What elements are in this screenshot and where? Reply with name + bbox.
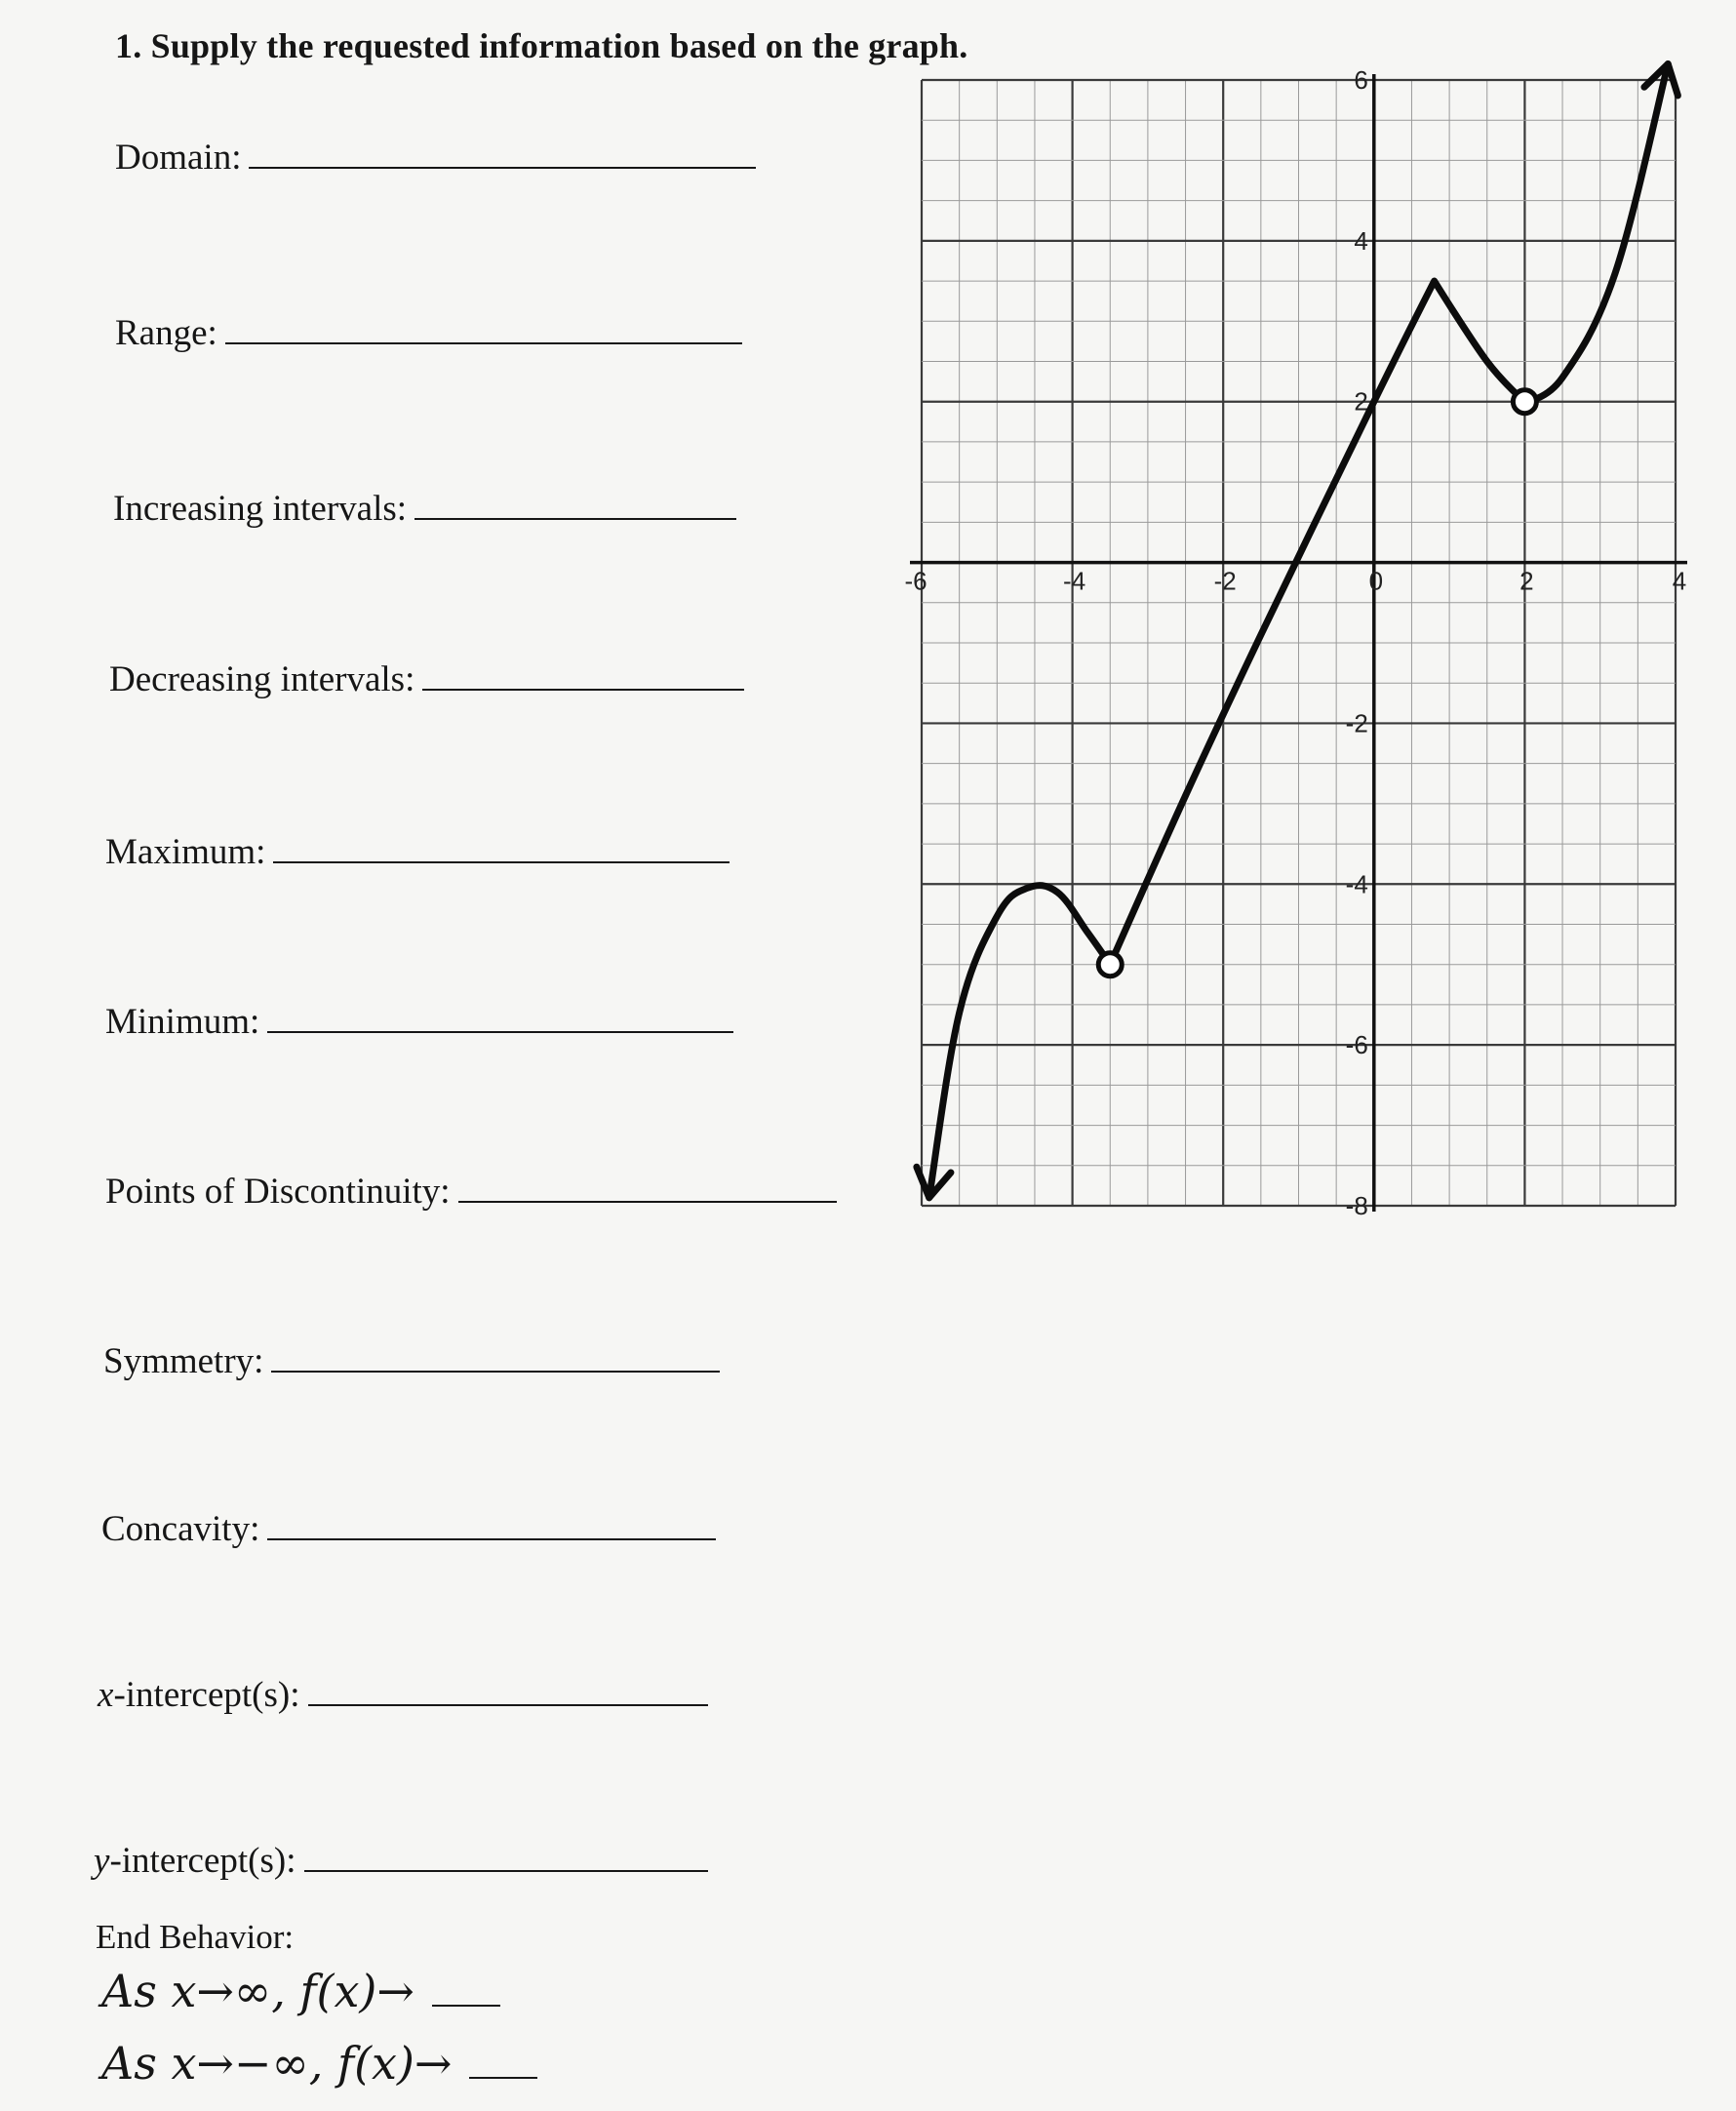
end-behavior-title: End Behavior: [96, 1918, 295, 1956]
question-label: Maximum: [105, 832, 266, 872]
x-tick-label: 4 [1672, 566, 1687, 596]
x-tick-label: -2 [1213, 566, 1237, 596]
question-label: Minimum: [105, 1002, 260, 1042]
y-tick-label: -6 [1345, 1030, 1368, 1060]
question-label: Decreasing intervals: [109, 659, 415, 699]
open-circle-point [1513, 390, 1536, 414]
y-tick-label: 2 [1354, 386, 1368, 417]
y-tick-label: -8 [1345, 1191, 1368, 1220]
question-label-variable: x [98, 1675, 114, 1715]
y-tick-label: -2 [1345, 708, 1368, 738]
question-label: Range: [115, 313, 217, 353]
x-tick-label: 0 [1368, 566, 1384, 596]
y-tick-label: -4 [1345, 869, 1368, 899]
question-label: -intercept(s): [109, 1841, 296, 1881]
question-label-variable: y [94, 1841, 110, 1881]
x-tick-label: -6 [904, 566, 927, 596]
open-circle-point [1098, 953, 1122, 976]
x-tick-label: 2 [1519, 566, 1534, 596]
end-behavior-row2-text: As x→−∞, f(x)→ [101, 2037, 453, 2090]
y-tick-label: 4 [1354, 225, 1368, 256]
question-label: Points of Discontinuity: [105, 1172, 451, 1212]
question-label: Increasing intervals: [113, 489, 408, 529]
question-label: Concavity: [101, 1509, 260, 1549]
x-tick-label: -4 [1063, 566, 1086, 596]
question-label: Symmetry: [103, 1341, 264, 1381]
question-label: -intercept(s): [113, 1675, 300, 1715]
end-behavior-row1-text: As x→∞, f(x)→ [101, 1965, 414, 2017]
y-tick-label: 6 [1354, 65, 1368, 95]
question-label: Domain: [115, 138, 242, 178]
question-title: 1. Supply the requested information based on the graph. [115, 26, 968, 65]
